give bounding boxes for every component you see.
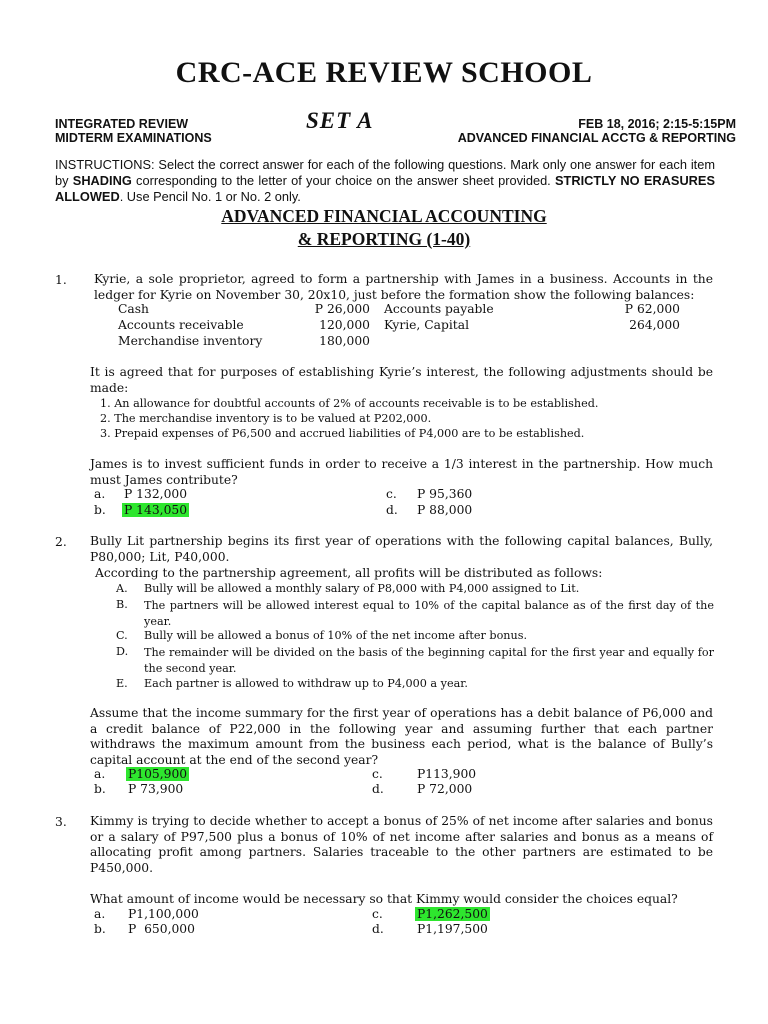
q3-choice-d: P1,197,500 — [417, 922, 488, 936]
q3-choice-a-label: a. — [94, 907, 106, 921]
q1-choice-a-label: a. — [94, 487, 106, 501]
q2-term-text: Bully will be allowed a bonus of 10% of the net income after bonus. — [144, 629, 528, 642]
q1-number: 1. — [55, 273, 67, 287]
instructions-text-2: corresponding to the letter of your choice on the answer sheet provided. — [131, 173, 556, 188]
header-subject: ADVANCED FINANCIAL ACCTG & REPORTING — [457, 131, 736, 145]
ledger-amt: 180,000 — [319, 334, 370, 348]
q3-choice-a: P1,100,000 — [128, 907, 199, 921]
ledger-amt: 120,000 — [319, 318, 370, 332]
q2-term-text: Bully will be allowed a monthly salary of P8,000 with P4,000 assigned to Lit. — [144, 582, 580, 595]
ledger-acct: Cash — [118, 302, 149, 316]
school-title: CRC-ACE REVIEW SCHOOL — [175, 56, 593, 89]
q1-question: James is to invest sufficient funds in order to receive a 1/3 interest in the partnership. How much must James contribute? — [90, 457, 713, 487]
subject-title-line2: & REPORTING (1-40) — [297, 229, 471, 249]
ledger-amt: P 62,000 — [624, 302, 680, 316]
instructions — [55, 157, 715, 205]
q3-text: Kimmy is trying to decide whether to accept a bonus of 25% of net income after salaries and bonus or a salary of P97,500 plus a bonus of 10% of net income after salaries and bonus as a means of allocating profit among partners. Salaries traceable to the other partners are estimated to be P450,000. — [90, 814, 713, 875]
instructions-text-3: . Use Pencil No. 1 or No. 2 only. — [119, 189, 301, 204]
q1-text: Kyrie, a sole proprietor, agreed to form a partnership with James in a business. Accounts in the ledger for Kyrie on November 30, 20x10, just before the formation show the following balances: — [94, 272, 713, 302]
q1-choice-d: P 88,000 — [417, 503, 473, 517]
q2-term-text: The partners will be allowed interest equal to 10% of the capital balance as of the first day of the year. — [144, 599, 714, 628]
q2-term-letter: E. — [116, 677, 128, 690]
q2-term-letter: C. — [116, 629, 128, 642]
ledger-acct: Accounts payable — [384, 302, 494, 316]
q2-question: Assume that the income summary for the first year of operations has a debit balance of P6,000 and a credit balance of P22,000 in the following year and assuming further that each partner withdraws the maximum amount from the business each period, what is the balance of Bully’s capital account at the end of the second year? — [90, 706, 713, 767]
q1-choice-b-highlighted: P 143,050 — [124, 503, 188, 517]
ledger-acct: Kyrie, Capital — [384, 318, 470, 332]
ledger-acct: Merchandise inventory — [118, 334, 263, 348]
q2-text: Bully Lit partnership begins its first year of operations with the following capital balances, Bully, P80,000; Lit, P40,000. — [90, 534, 713, 564]
header-midterm-exams: MIDTERM EXAMINATIONS — [55, 131, 212, 145]
q2-choice-d: P 72,000 — [417, 782, 473, 796]
q2-choice-b-label: b. — [94, 782, 106, 796]
instructions-no-erasures: STRICTLY NO ERASURES ALLOWED — [55, 173, 715, 204]
q2-choice-b: P 73,900 — [128, 782, 184, 796]
q3-choice-c-highlighted: P1,262,500 — [417, 907, 488, 921]
q1-choice-d-label: d. — [386, 503, 398, 517]
q3-choice-b-label: b. — [94, 922, 106, 936]
q3-question: What amount of income would be necessary so that Kimmy would consider the choices equal? — [90, 892, 678, 906]
q1-choice-a: P 132,000 — [124, 487, 188, 501]
q2-choice-a-highlighted: P105,900 — [128, 767, 188, 781]
ledger-acct: Accounts receivable — [118, 318, 244, 332]
q2-term-letter: B. — [116, 598, 128, 611]
q2-choice-c: P113,900 — [417, 767, 477, 781]
q2-term-text: Each partner is allowed to withdraw up to P4,000 a year. — [144, 677, 468, 690]
instructions-shading: SHADING — [72, 173, 132, 188]
q3-choice-c-label: c. — [372, 907, 383, 921]
q1-choice-c: P 95,360 — [417, 487, 473, 501]
q2-term-text: The remainder will be divided on the basis of the beginning capital for the first year and equally for the second year. — [144, 646, 714, 675]
header-exam-date: FEB 18, 2016; 2:15-5:15PM — [578, 117, 736, 131]
header-integrated-review: INTEGRATED REVIEW — [55, 117, 189, 131]
ledger-amt: 264,000 — [629, 318, 680, 332]
q3-choice-d-label: d. — [372, 922, 384, 936]
q1-adjustment: 1. An allowance for doubtful accounts of 2% of accounts receivable is to be established. — [100, 397, 599, 410]
q1-intro: It is agreed that for purposes of establishing Kyrie’s interest, the following adjustments should be made: — [90, 365, 713, 395]
q2-choice-c-label: c. — [372, 767, 383, 781]
q2-choice-d-label: d. — [372, 782, 384, 796]
q2-choice-a-label: a. — [94, 767, 106, 781]
q3-number: 3. — [55, 815, 67, 829]
q2-term-letter: D. — [116, 645, 129, 658]
instructions-text: INSTRUCTIONS: Select the correct answer for each of the following questions. Mark only one answer for each item by — [55, 157, 715, 188]
q2-number: 2. — [55, 535, 67, 549]
ledger-amt: P 26,000 — [314, 302, 370, 316]
q2-term-letter: A. — [116, 582, 128, 595]
q1-choice-b-label: b. — [94, 503, 106, 517]
q1-adjustment: 3. Prepaid expenses of P6,500 and accrued liabilities of P4,000 are to be established. — [100, 427, 585, 440]
subject-title-line1: ADVANCED FINANCIAL ACCOUNTING — [221, 206, 547, 226]
q1-adjustment: 2. The merchandise inventory is to be valued at P202,000. — [100, 412, 432, 425]
q1-choice-c-label: c. — [386, 487, 397, 501]
set-label: SET A — [306, 108, 374, 133]
q3-choice-b: P 650,000 — [128, 922, 195, 936]
q2-agreement: According to the partnership agreement, all profits will be distributed as follows: — [95, 566, 603, 580]
